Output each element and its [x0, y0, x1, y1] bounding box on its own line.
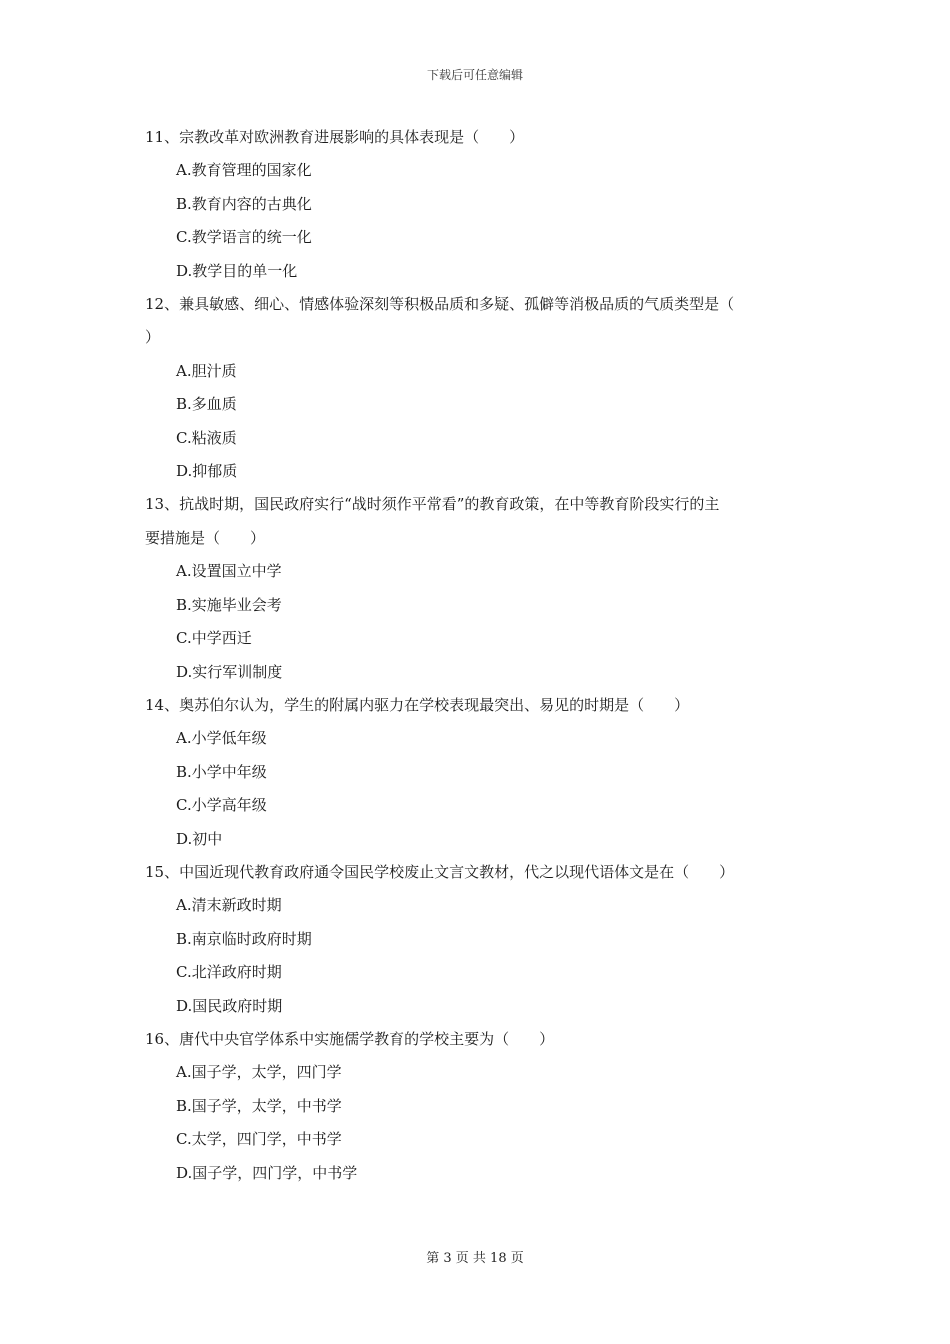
page-header: 下载后可任意编辑: [426, 68, 523, 82]
question-stem-text: 12、兼具敏感、细心、情感体验深刻等积极品质和多疑、孤僻等消极品质的气质类型是（: [145, 295, 735, 314]
option-a: A.小学低年级: [176, 729, 267, 748]
option-b: B.国子学，太学，中书学: [176, 1096, 342, 1115]
option-c: C.中学西迁: [176, 629, 252, 648]
option-a: A.国子学，太学，四门学: [176, 1063, 342, 1082]
question-stem-continuation: 要措施是（ ）: [145, 528, 266, 547]
option-c: C.太学，四门学，中书学: [176, 1130, 342, 1149]
question-stem: [145, 1023, 815, 1056]
question-stem: [145, 689, 815, 722]
option-a: A.教育管理的国家化: [176, 161, 312, 180]
option-b: B.实施毕业会考: [176, 595, 282, 614]
option-a: A.胆汁质: [176, 361, 237, 380]
question-block: [145, 1023, 815, 1190]
option-d: D.国民政府时期: [176, 996, 283, 1015]
question-stem-text: 15、中国近现代教育政府通令国民学校废止文言文教材，代之以现代语体文是在（ ）: [145, 862, 735, 881]
option-b: B.小学中年级: [176, 762, 267, 781]
question-stem: [145, 288, 815, 355]
question-stem-text: 14、奥苏伯尔认为，学生的附属内驱力在学校表现最突出、易见的时期是（ ）: [145, 695, 690, 714]
option-b: B.南京临时政府时期: [176, 929, 312, 948]
option-c: C.粘液质: [176, 428, 237, 447]
question-block: [145, 689, 815, 856]
question-block: [145, 856, 815, 1023]
question-stem-continuation: ）: [145, 328, 161, 347]
option-a: A.清末新政时期: [176, 896, 282, 915]
question-stem-text: 16、唐代中央官学体系中实施儒学教育的学校主要为（ ）: [145, 1029, 555, 1048]
option-d: D.教学目的单一化: [176, 261, 298, 280]
option-d: D.初中: [176, 829, 223, 848]
question-block: [145, 121, 815, 288]
question-stem-text: 13、抗战时期，国民政府实行“战时须作平常看”的教育政策，在中等教育阶段实行的主: [145, 495, 720, 514]
option-c: C.小学高年级: [176, 796, 267, 815]
question-block: [145, 288, 815, 488]
option-a: A.设置国立中学: [176, 562, 282, 581]
option-c: C.教学语言的统一化: [176, 228, 312, 247]
option-d: D.抑郁质: [176, 462, 238, 481]
page-footer: 第 3 页 共 18 页: [426, 1251, 524, 1266]
option-c: C.北洋政府时期: [176, 963, 282, 982]
option-d: D.国子学，四门学，中书学: [176, 1163, 358, 1182]
option-b: B.多血质: [176, 395, 237, 414]
question-stem: [145, 856, 815, 889]
question-stem: [145, 121, 815, 154]
option-d: D.实行军训制度: [176, 662, 283, 681]
question-list: [145, 121, 815, 1190]
question-stem-text: 11、宗教改革对欧洲教育进展影响的具体表现是（ ）: [145, 128, 525, 146]
question-block: [145, 488, 815, 688]
option-b: B.教育内容的古典化: [176, 194, 312, 213]
question-stem: [145, 488, 815, 555]
